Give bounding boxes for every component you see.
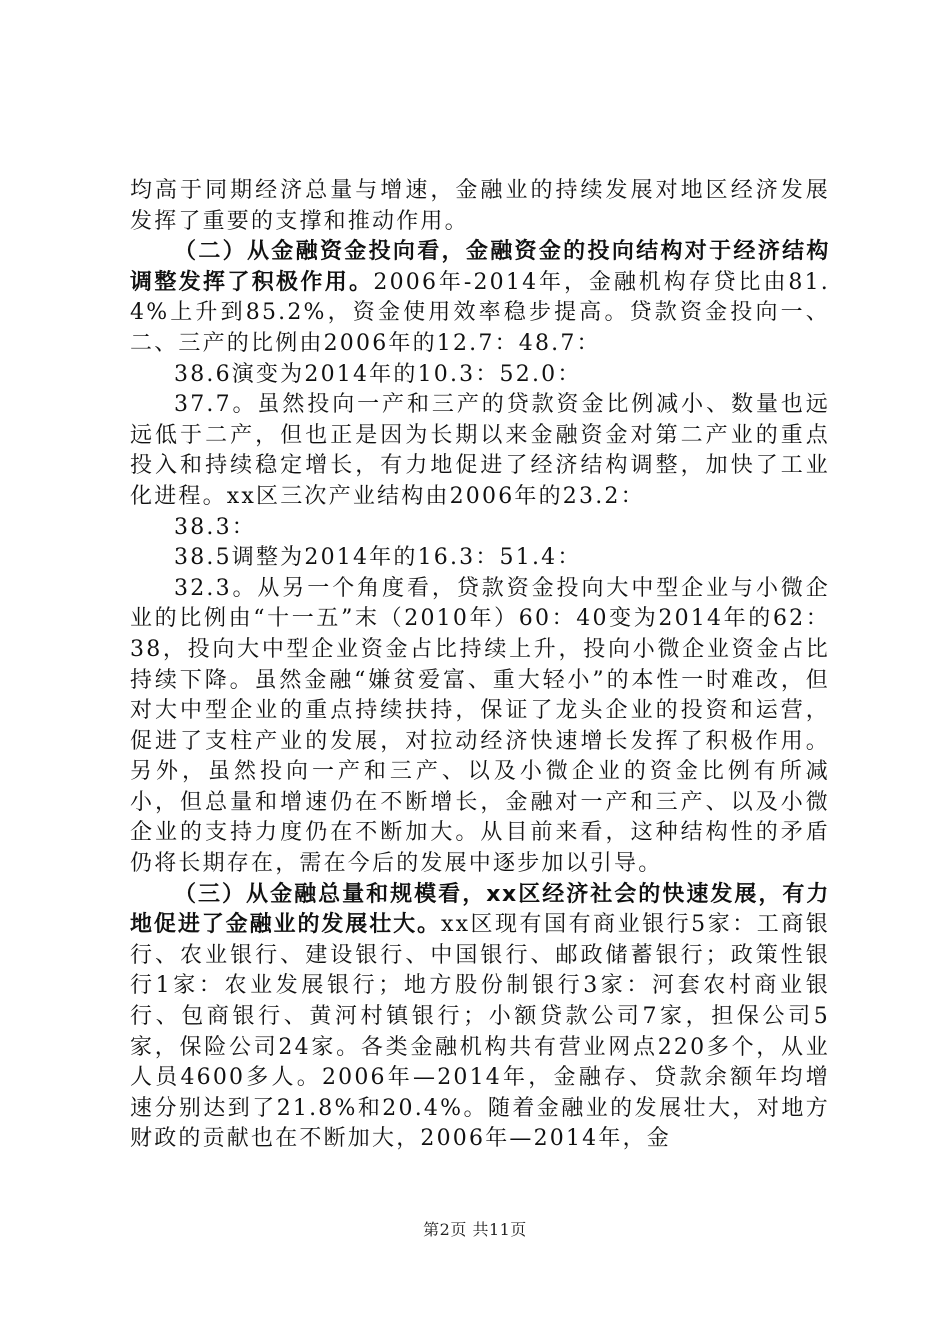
paragraph-6: [130, 543, 830, 574]
paragraph-7: [130, 574, 830, 880]
paragraph-7-text: 32.3。从另一个角度看，贷款资金投向大中型企业与小微企业的比例由“十一五”末（2010年）60：40变为2014年的62：38，投向大中型企业资金占比持续上升，投向小微企业资金占比持续下降。虽然金融“嫌贫爱富、重大轻小”的本性一时难改，但对大中型企业的重点持续扶持，保证了龙头企业的投资和运营，促进了支柱产业的发展，对拉动经济快速增长发挥了积极作用。另外，虽然投向一产和三产、以及小微企业的资金比例有所减小，但总量和增速仍在不断增长，金融对一产和三产、以及小微企业的支持力度仍在不断加大。从目前来看，这种结构性的矛盾仍将长期存在，需在今后的发展中逐步加以引导。: [130, 575, 830, 877]
paragraph-5: [130, 513, 830, 544]
paragraph-3-text: 38.6演变为2014年的10.3：52.0：: [174, 361, 582, 387]
paragraph-2-text: 2006年-2014年，金融机构存贷比由81.4%上升到85.2%，资金使用效率稳步提高。贷款资金投向一、二、三产的比例由2006年的12.7：48.7：: [130, 269, 830, 356]
page-footer: [0, 1217, 950, 1240]
paragraph-8-text: xx区现有国有商业银行5家：工商银行、农业银行、建设银行、中国银行、邮政储蓄银行；政策性银行1家：农业发展银行；地方股份制银行3家：河套农村商业银行、包商银行、黄河村镇银行；小额贷款公司7家，担保公司5家，保险公司24家。各类金融机构共有营业网点220多个，从业人员4600多人。2006年—2014年，金融存、贷款余额年均增速分别达到了21.8%和20.4%。随着金融业的发展壮大，对地方财政的贡献也在不断加大，2006年—2014年，金: [130, 912, 830, 1152]
paragraph-6-text: 38.5调整为2014年的16.3：51.4：: [174, 545, 582, 571]
paragraph-5-text: 38.3：: [174, 514, 256, 540]
paragraph-8-heading: （三）从金融总量和规模看，xx区经济社会的快速发展，有力地促进了金融业的发展壮大。: [130, 881, 830, 938]
paragraph-8: [130, 880, 830, 1155]
document-body: [130, 176, 830, 1155]
page-number-label: 第2页 共11页: [423, 1220, 527, 1239]
paragraph-4-text: 37.7。虽然投向一产和三产的贷款资金比例减小、数量也远远低于二产，但也正是因为长期以来金融资金对第二产业的重点投入和持续稳定增长，有力地促进了经济结构调整，加快了工业化进程。xx区三次产业结构由2006年的23.2：: [130, 392, 830, 509]
paragraph-3: [130, 360, 830, 391]
paragraph-2: [130, 237, 830, 359]
paragraph-4: [130, 390, 830, 512]
paragraph-2-heading: （二）从金融资金投向看，金融资金的投向结构对于经济结构调整发挥了积极作用。: [130, 239, 830, 295]
paragraph-1-text: 均高于同期经济总量与增速，金融业的持续发展对地区经济发展发挥了重要的支撑和推动作用。: [130, 178, 830, 234]
paragraph-1: [130, 176, 830, 237]
